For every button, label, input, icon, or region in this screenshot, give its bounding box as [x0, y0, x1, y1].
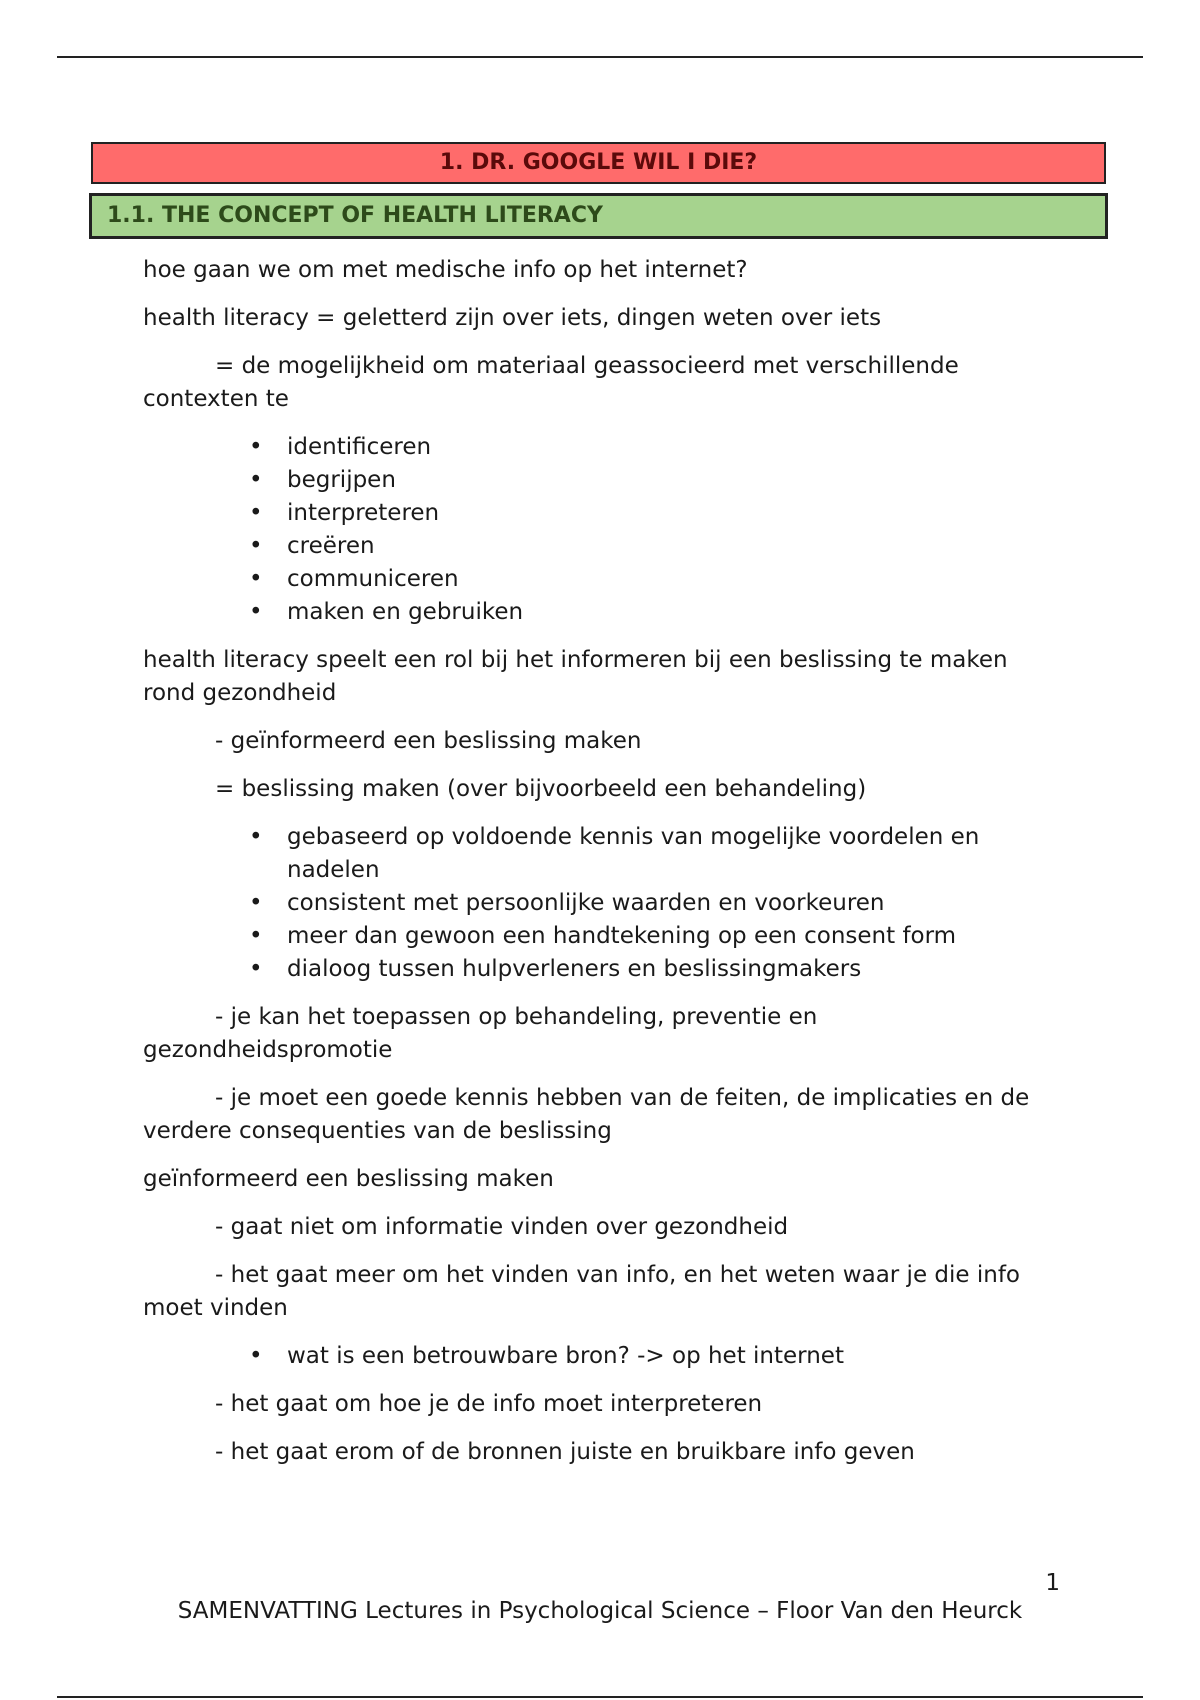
paragraph: - het gaat om hoe je de info moet interpreteren [215, 1391, 763, 1417]
list-item: • gebaseerd op voldoende kennis van mogelijke voordelen en nadelen [287, 821, 1063, 887]
list-item: • identificeren [287, 431, 1063, 464]
list-item: • creëren [287, 530, 1063, 563]
document-body [143, 254, 1063, 1484]
heading-chapter: 1. DR. GOOGLE WIL I DIE? [91, 142, 1106, 184]
list-item: • wat is een betrouwbare bron? -> op het internet [287, 1340, 1063, 1373]
list-item: • begrijpen [287, 464, 1063, 497]
list-item: • consistent met persoonlijke waarden en voorkeuren [287, 887, 1063, 920]
paragraph: health literacy speelt een rol bij het informeren bij een beslissing te maken rond gezondheid [143, 647, 1008, 706]
list-item: • interpreteren [287, 497, 1063, 530]
bullet-list [143, 1340, 1063, 1373]
footer-rule [57, 1696, 1143, 1698]
paragraph: = beslissing maken (over bijvoorbeeld een behandeling) [215, 776, 867, 802]
paragraph: hoe gaan we om met medische info op het internet? [143, 257, 748, 283]
page-number: 1 [1045, 1570, 1060, 1596]
paragraph: - geïnformeerd een beslissing maken [215, 728, 642, 754]
heading-section: 1.1. THE CONCEPT OF HEALTH LITERACY [89, 193, 1108, 239]
paragraph: - het gaat meer om het vinden van info, en het weten waar je die info moet vinden [143, 1262, 1020, 1321]
list-item: • maken en gebruiken [287, 596, 1063, 629]
paragraph: - het gaat erom of de bronnen juiste en bruikbare info geven [215, 1439, 915, 1465]
list-item: • meer dan gewoon een handtekening op een consent form [287, 920, 1063, 953]
list-item: • communiceren [287, 563, 1063, 596]
paragraph: health literacy = geletterd zijn over iets, dingen weten over iets [143, 305, 882, 331]
paragraph: - gaat niet om informatie vinden over gezondheid [215, 1214, 789, 1240]
paragraph: = de mogelijkheid om materiaal geassocieerd met verschillende contexten te [143, 353, 959, 412]
paragraph: - je kan het toepassen op behandeling, preventie en gezondheidspromotie [143, 1004, 818, 1063]
page-footer: SAMENVATTING Lectures in Psychological Science – Floor Van den Heurck [177, 1598, 1023, 1624]
paragraph: geïnformeerd een beslissing maken [143, 1166, 554, 1192]
list-item: • dialoog tussen hulpverleners en beslissingmakers [287, 953, 1063, 986]
paragraph: - je moet een goede kennis hebben van de feiten, de implicaties en de verdere consequenties van de beslissing [143, 1085, 1030, 1144]
bullet-list [143, 431, 1063, 629]
header-rule [57, 56, 1143, 58]
bullet-list [143, 821, 1063, 986]
